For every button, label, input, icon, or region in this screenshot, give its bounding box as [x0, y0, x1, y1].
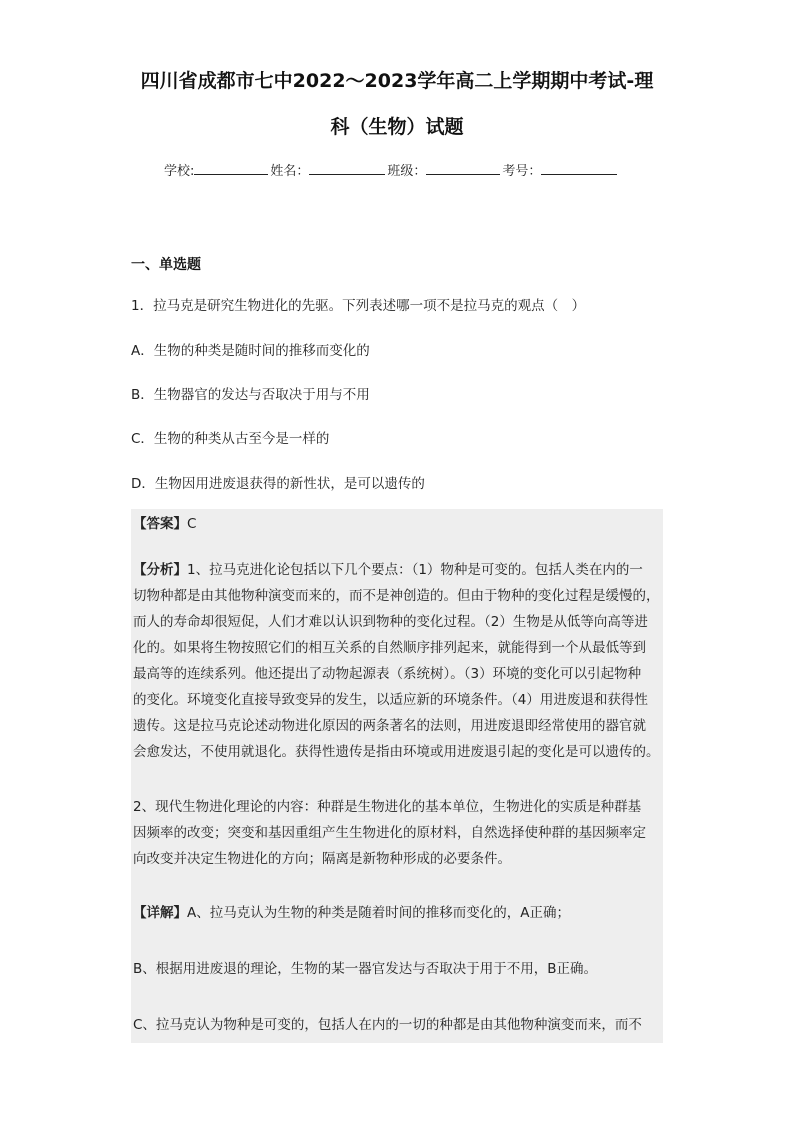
name-label: 姓名： — [270, 164, 310, 179]
analysis-p2-line-2: 因频率的改变；突变和基因重组产生生物进化的原材料，自然选择使种群的基因频率定 — [133, 825, 646, 841]
detail-line-b: B、根据用进废退的理论，生物的某一器官发达与否取决于用于不用，B正确。 — [133, 961, 598, 977]
question-stem: 1．拉马克是研究生物进化的先驱。下列表述哪一项不是拉马克的观点（ ） — [131, 298, 586, 314]
exam-no-field — [502, 160, 619, 179]
analysis-text: 1、拉马克进化论包括以下几个要点：（1）物种是可变的。包括人类在内的一 — [187, 562, 643, 578]
analysis-line-4: 化的。如果将生物按照它们的相互关系的自然顺序排列起来，就能得到一个从最低等到 — [133, 640, 646, 656]
school-field — [164, 160, 270, 179]
detail-tag: 【详解】 — [133, 905, 187, 921]
analysis-line-2: 切物种都是由其他物种演变而来的，而不是神创造的。但由于物种的变化过程是缓慢的， — [133, 588, 660, 604]
exam-no-label: 考号： — [502, 164, 542, 179]
name-field — [270, 160, 387, 179]
student-info-row — [164, 160, 619, 179]
name-blank[interactable] — [309, 162, 385, 175]
option-d: D．生物因用进废退获得的新性状，是可以遗传的 — [131, 476, 425, 492]
analysis-tag: 【分析】 — [133, 562, 187, 578]
detail-line-a — [133, 903, 570, 923]
analysis-p2-line-3: 向改变并决定生物进化的方向；隔离是新物种形成的必要条件。 — [133, 851, 511, 867]
analysis-line-1 — [133, 560, 643, 580]
exam-no-blank[interactable] — [541, 162, 617, 175]
detail-a-text: A、拉马克认为生物的种类是随着时间的推移而变化的，A正确； — [187, 905, 570, 921]
analysis-line-8: 会愈发达，不使用就退化。获得性遗传是指由环境或用进废退引起的变化是可以遗传的。 — [133, 744, 660, 760]
class-blank[interactable] — [426, 162, 500, 175]
exam-title-line2: 科（生物）试题 — [330, 116, 464, 138]
analysis-line-7: 遗传。这是拉马克论述动物进化原因的两条著名的法则，用进废退即经常使用的器官就 — [133, 718, 646, 734]
analysis-p2-line-1: 2、现代生物进化理论的内容：种群是生物进化的基本单位，生物进化的实质是种群基 — [133, 799, 642, 815]
answer-line — [133, 514, 196, 534]
exam-title-line1: 四川省成都市七中2022～2023学年高二上学期期中考试-理 — [140, 70, 654, 92]
detail-line-c: C、拉马克认为物种是可变的，包括人在内的一切的种都是由其他物种演变而来，而不 — [133, 1017, 642, 1033]
option-a: A．生物的种类是随时间的推移而变化的 — [131, 343, 370, 359]
class-label: 班级： — [387, 164, 427, 179]
class-field — [387, 160, 502, 179]
analysis-line-3: 而人的寿命却很短促，人们才难以认识到物种的变化过程。（2）生物是从低等向高等进 — [133, 614, 648, 630]
option-c: C．生物的种类从古至今是一样的 — [131, 431, 330, 447]
answer-tag: 【答案】 — [133, 516, 187, 532]
school-label: 学校: — [164, 164, 195, 179]
school-blank[interactable] — [194, 162, 268, 175]
analysis-line-5: 最高等的连续系列。他还提出了动物起源表（系统树）。（3）环境的变化可以引起物种 — [133, 666, 642, 682]
analysis-line-6: 的变化。环境变化直接导致变异的发生，以适应新的环境条件。（4）用进废退和获得性 — [133, 692, 648, 708]
section-title: 一、单选题 — [131, 257, 201, 273]
option-b: B．生物器官的发达与否取决于用与不用 — [131, 387, 370, 403]
answer-value: C — [187, 516, 197, 532]
